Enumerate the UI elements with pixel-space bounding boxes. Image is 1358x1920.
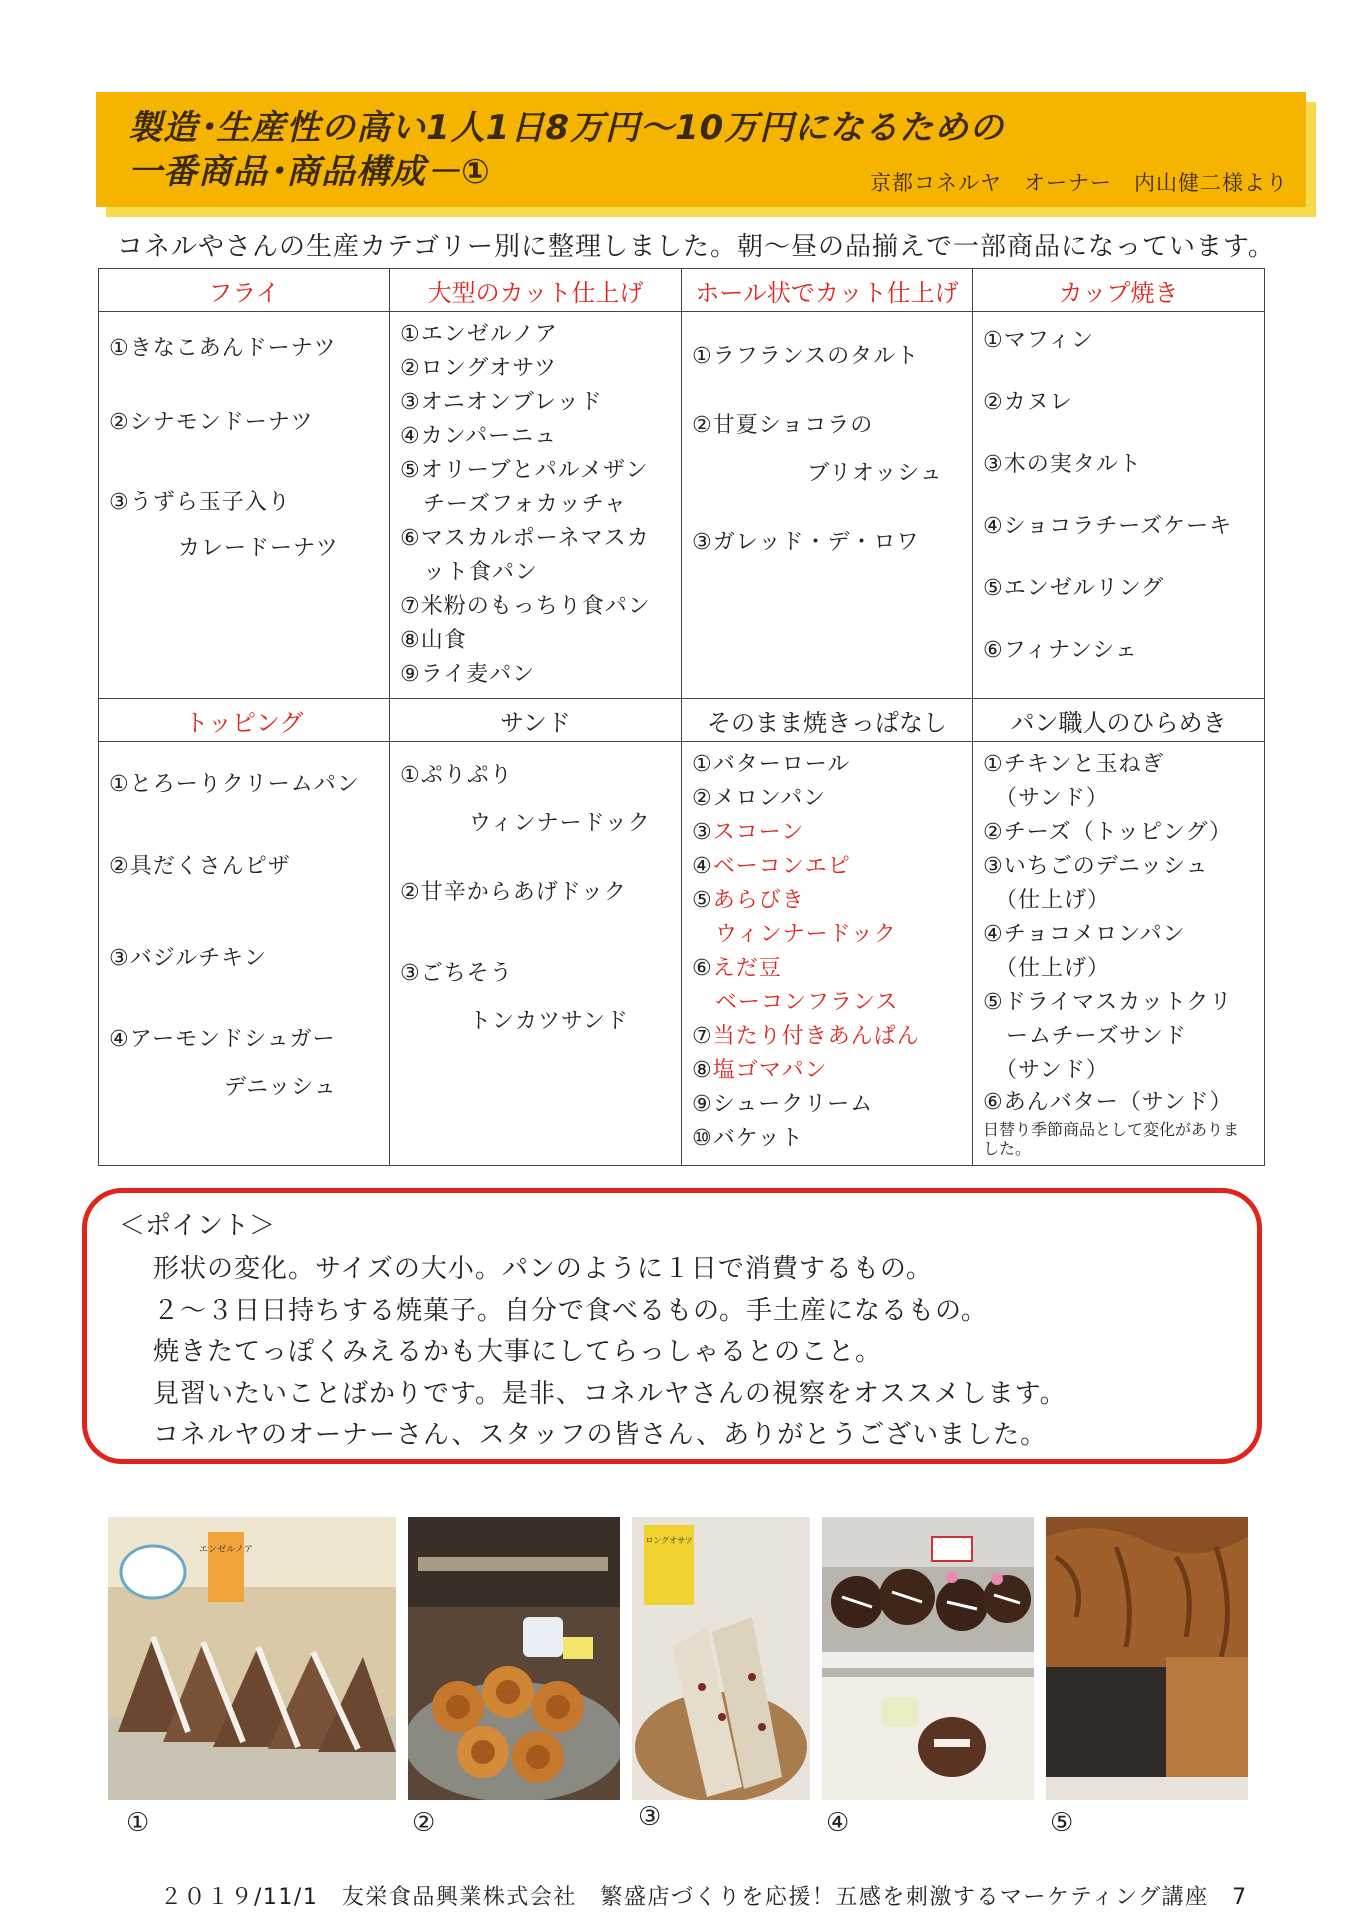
item-number: ⑧ xyxy=(692,1058,713,1083)
item-text: シュークリーム xyxy=(712,1092,874,1117)
list-item: ③いちごのデニッシュ （仕上げ） xyxy=(983,854,1209,913)
item-text: ベーコンエピ xyxy=(712,854,851,879)
header-cup: カップ焼き xyxy=(973,269,1265,312)
header-topping: トッピング xyxy=(99,699,390,742)
point-line: 焼きたてっぽくみえるかも大事にしてらっしゃるとのこと。 xyxy=(153,1337,883,1367)
item-text: えだ豆 ベーコンフランス xyxy=(712,956,899,1015)
header-row-2 xyxy=(99,699,1265,742)
list-item: ④カンパーニュ xyxy=(400,424,558,449)
list-item: ②カヌレ xyxy=(983,390,1073,415)
list-item: ⑤ドライマスカットクリ ームチーズサンド （サンド） xyxy=(983,990,1233,1083)
title-banner xyxy=(96,92,1306,207)
header-fry: フライ xyxy=(99,269,390,312)
list-item: ④チョコメロンパン （仕上げ） xyxy=(983,922,1186,981)
title-line-2: 一番商品･商品構成－① xyxy=(128,152,491,192)
list-item: ④アーモンドシュガー デニッシュ xyxy=(109,1027,337,1100)
cell-whole-cut xyxy=(682,312,973,699)
header-large-cut: 大型のカット仕上げ xyxy=(390,269,682,312)
photo-1 xyxy=(108,1517,396,1800)
body-row-1 xyxy=(99,312,1265,699)
list-item: ⑤オリーブとパルメザン チーズフォカッチャ xyxy=(400,458,649,517)
photo-label-4: ④ xyxy=(826,1808,850,1838)
photo-4 xyxy=(822,1517,1034,1800)
cell-sand xyxy=(390,742,682,1166)
list-item xyxy=(692,850,962,884)
list-item xyxy=(692,952,962,1020)
list-item: ⑤エンゼルリング xyxy=(983,576,1165,601)
list-item xyxy=(692,1020,962,1054)
list-item: ①ぷりぷり ウィンナードック xyxy=(400,763,651,836)
item-text: バケット xyxy=(712,1126,804,1151)
list-item xyxy=(692,1054,962,1088)
list-item: ①チキンと玉ねぎ （サンド） xyxy=(983,752,1165,811)
cell-topping xyxy=(99,742,390,1166)
header-row-1 xyxy=(99,269,1265,312)
header-whole-cut: ホール状でカット仕上げ xyxy=(682,269,973,312)
page-footer: ２０１９/11/1 友栄食品興業株式会社 繁盛店づくりを応援！五感を刺激するマーケティング講座 7 xyxy=(160,1885,1248,1910)
cell-large-cut xyxy=(390,312,682,699)
item-number: ⑩ xyxy=(692,1126,713,1151)
cell-baked xyxy=(682,742,973,1166)
list-item: ①きなこあんドーナツ xyxy=(109,336,337,361)
list-item: ②甘辛からあげドック xyxy=(400,880,627,905)
item-number: ④ xyxy=(692,854,713,879)
item-number: ⑨ xyxy=(692,1092,713,1117)
item-number: ② xyxy=(692,786,713,811)
list-item: ①マフィン xyxy=(983,328,1094,353)
list-item: ③木の実タルト xyxy=(983,452,1142,477)
list-item xyxy=(692,1122,962,1156)
point-heading: ＜ポイント＞ xyxy=(119,1211,276,1241)
list-item: ③ごちそう トンカツサンド xyxy=(400,961,629,1034)
point-line: 形状の変化。サイズの大小。パンのように１日で消費するもの。 xyxy=(153,1254,933,1284)
item-text: スコーン xyxy=(712,820,805,845)
list-item: ③オニオンブレッド xyxy=(400,390,603,415)
photo-2 xyxy=(408,1517,620,1800)
intro-text: コネルやさんの生産カテゴリー別に整理しました。朝～昼の品揃えで一部商品になっています。 xyxy=(117,232,1275,262)
header-baked: そのまま焼きっぱなし xyxy=(682,699,973,742)
photo-label-3: ③ xyxy=(638,1802,662,1832)
item-number: ③ xyxy=(692,820,713,845)
list-item: ③ガレッド・デ・ロワ xyxy=(692,530,920,555)
body-row-2 xyxy=(99,742,1265,1166)
source-credit: 京都コネルヤ オーナー 内山健二様より xyxy=(870,171,1288,195)
header-inspiration: パン職人のひらめき xyxy=(973,699,1265,742)
list-item: ①ラフランスのタルト xyxy=(692,344,920,369)
list-item: ⑨ライ麦パン xyxy=(400,662,536,687)
list-item xyxy=(692,884,962,952)
photo-label-5: ⑤ xyxy=(1050,1808,1074,1838)
cell-inspiration xyxy=(973,742,1265,1166)
point-line: コネルヤのオーナーさん、スタッフの皆さん、ありがとうございました。 xyxy=(153,1420,1048,1450)
item-text: メロンパン xyxy=(712,786,827,811)
list-item: ⑥マスカルポーネマスカ ット食パン xyxy=(400,526,650,585)
photo-3-sign: ロングオサツ xyxy=(645,1536,693,1545)
cell-fry xyxy=(99,312,390,699)
item-number: ⑦ xyxy=(692,1024,713,1049)
item-text: 当たり付きあんぱん xyxy=(712,1024,920,1049)
list-item: ②シナモンドーナツ xyxy=(109,410,314,435)
photo-label-1: ① xyxy=(126,1808,150,1838)
item-number: ① xyxy=(692,752,713,777)
list-item: ①とろーりクリームパン xyxy=(109,772,360,797)
list-item xyxy=(692,782,962,816)
list-item: ①エンゼルノア xyxy=(400,322,558,347)
list-item xyxy=(692,748,962,782)
point-line: ２～３日日持ちする焼菓子。自分で食べるもの。手土産になるもの。 xyxy=(153,1295,988,1326)
list-item: ②チーズ（トッピング） xyxy=(983,820,1233,845)
list-item: ③うずら玉子入り カレードーナツ xyxy=(109,490,339,561)
photo-5 xyxy=(1046,1517,1248,1800)
photo-3 xyxy=(632,1517,810,1800)
product-category-table xyxy=(98,268,1265,1166)
list-item: ⑧山食 xyxy=(400,628,467,653)
inspiration-note: 日替り季節商品として変化がありました。 xyxy=(983,1120,1240,1158)
item-text: バターロール xyxy=(712,752,851,777)
point-lines xyxy=(153,1249,1067,1457)
photo-1-sign: エンゼルノア xyxy=(199,1545,253,1555)
item-number: ⑤ xyxy=(692,888,713,913)
list-item: ⑦米粉のもっちり食パン xyxy=(400,594,651,619)
point-box xyxy=(82,1188,1262,1464)
list-item: ②具だくさんピザ xyxy=(109,854,291,879)
list-item: ⑥あんバター（サンド） xyxy=(983,1090,1233,1115)
list-item xyxy=(692,1088,962,1122)
photo-label-2: ② xyxy=(412,1808,436,1838)
header-sand: サンド xyxy=(390,699,682,742)
item-text: あらびき ウィンナードック xyxy=(712,888,897,947)
item-text: 塩ゴマパン xyxy=(712,1058,828,1083)
item-number: ⑥ xyxy=(692,956,713,981)
cell-cup xyxy=(973,312,1265,699)
list-item: ④ショコラチーズケーキ xyxy=(983,514,1233,539)
list-item: ⑥フィナンシェ xyxy=(983,638,1138,663)
title-line-1: 製造･生産性の高い1人1日8万円～10万円になるための xyxy=(128,108,1005,148)
list-item: ②ロングオサツ xyxy=(400,356,557,381)
point-line: 見習いたいことばかりです。是非、コネルヤさんの視察をオススメします。 xyxy=(153,1378,1067,1409)
list-item xyxy=(692,816,962,850)
list-item: ③バジルチキン xyxy=(109,946,267,971)
list-item: ②甘夏ショコラの ブリオッシュ xyxy=(692,413,943,486)
